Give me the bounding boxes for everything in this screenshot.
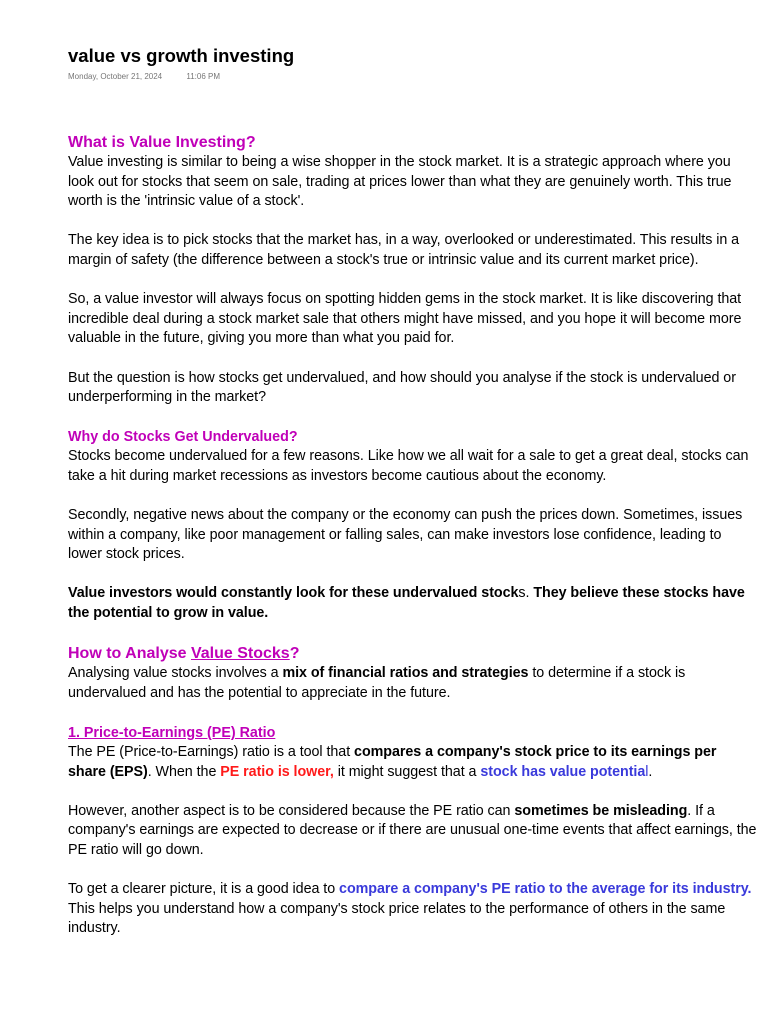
plain-text: . bbox=[648, 763, 653, 780]
plain-text: . When the bbox=[147, 763, 221, 780]
paragraph bbox=[68, 743, 758, 782]
bold-text: mix of financial ratios and strategies bbox=[282, 665, 529, 682]
heading-text: How to Analyse bbox=[68, 645, 191, 663]
paragraph: The key idea is to pick stocks that the market has, in a way, overlooked or underestimated. This results in a margin of safety (the difference between a stock's true or intrinsic value and its current market price). bbox=[68, 232, 740, 268]
heading-link-text[interactable]: 1. Price-to-Earnings (PE) Ratio bbox=[68, 725, 276, 742]
paragraph: Stocks become undervalued for a few reasons. Like how we all wait for a sale to get a great deal, stocks can take a hit during market recessions as investors become cautious about the economy. bbox=[68, 448, 749, 484]
page-meta bbox=[68, 72, 758, 84]
plain-text: However, another aspect is to be considered because the PE ratio can bbox=[68, 802, 515, 819]
paragraph: Value investing is similar to being a wise shopper in the stock market. It is a strategic approach where you look out for stocks that seem on sale, trading at prices lower than what they are genuinely worth. This true worth is the 'intrinsic value of a stock'. bbox=[68, 154, 732, 210]
bold-text: Value investors would constantly look for these undervalued stock bbox=[68, 585, 519, 602]
heading-text: ? bbox=[289, 645, 300, 663]
heading-what-is-value-investing: What is Value Investing? bbox=[68, 134, 256, 151]
blue-highlight: compare a company's PE ratio to the average for its industry. bbox=[339, 881, 752, 898]
plain-text: . If a company's earnings are expected to decrease or if there are unusual one-time events that affect earnings, the PE ratio will go down. bbox=[68, 802, 757, 858]
bold-text: They believe these stocks have the potential to grow in value. bbox=[68, 585, 745, 622]
paragraph bbox=[68, 664, 758, 703]
plain-text: s. bbox=[518, 585, 534, 602]
plain-text: Analysing value stocks involves a bbox=[68, 665, 283, 682]
paragraph bbox=[68, 584, 758, 623]
blue-text: l bbox=[645, 763, 649, 780]
plain-text: To get a clearer picture, it is a good idea to bbox=[68, 881, 340, 898]
heading-how-to-analyse bbox=[68, 643, 758, 664]
page-title[interactable]: value vs growth investing bbox=[68, 45, 295, 66]
plain-text: This helps you understand how a company's stock price relates to the performance of others in the same industry. bbox=[68, 900, 726, 937]
paragraph bbox=[68, 802, 758, 861]
heading-why-undervalued: Why do Stocks Get Undervalued? bbox=[68, 429, 298, 446]
red-highlight: PE ratio is lower, bbox=[220, 763, 334, 780]
plain-text: it might suggest that a bbox=[333, 763, 481, 780]
bold-text: compares a company's stock price to its earnings per share (EPS) bbox=[68, 744, 717, 780]
plain-text: to determine if a stock is undervalued and has the potential to appreciate in the future. bbox=[68, 665, 686, 701]
paragraph: So, a value investor will always focus on spotting hidden gems in the stock market. It is like discovering that incredible deal during a stock market sale that others might have missed, and you hope it will become more valuable in the future, giving you more than what you paid for. bbox=[68, 291, 742, 347]
paragraph: Secondly, negative news about the company or the economy can push the prices down. Sometimes, issues within a company, like poor management or falling sales, can make investors lose confidence, leading to lower stock prices. bbox=[68, 507, 743, 563]
value-stocks-link[interactable]: Value Stocks bbox=[190, 645, 290, 663]
bold-text: sometimes be misleading bbox=[514, 802, 688, 819]
paragraph bbox=[68, 880, 758, 939]
page-time: 11:06 PM bbox=[186, 72, 221, 81]
note-content[interactable] bbox=[68, 132, 758, 939]
paragraph: But the question is how stocks get undervalued, and how should you analyse if the stock is undervalued or underperforming in the market? bbox=[68, 369, 736, 406]
heading-pe-ratio-link[interactable] bbox=[68, 723, 758, 743]
note-page bbox=[68, 44, 758, 939]
blue-highlight: stock has value potentia bbox=[480, 763, 646, 780]
plain-text: The PE (Price-to-Earnings) ratio is a tool that bbox=[68, 744, 355, 761]
page-date: Monday, October 21, 2024 bbox=[68, 72, 163, 81]
